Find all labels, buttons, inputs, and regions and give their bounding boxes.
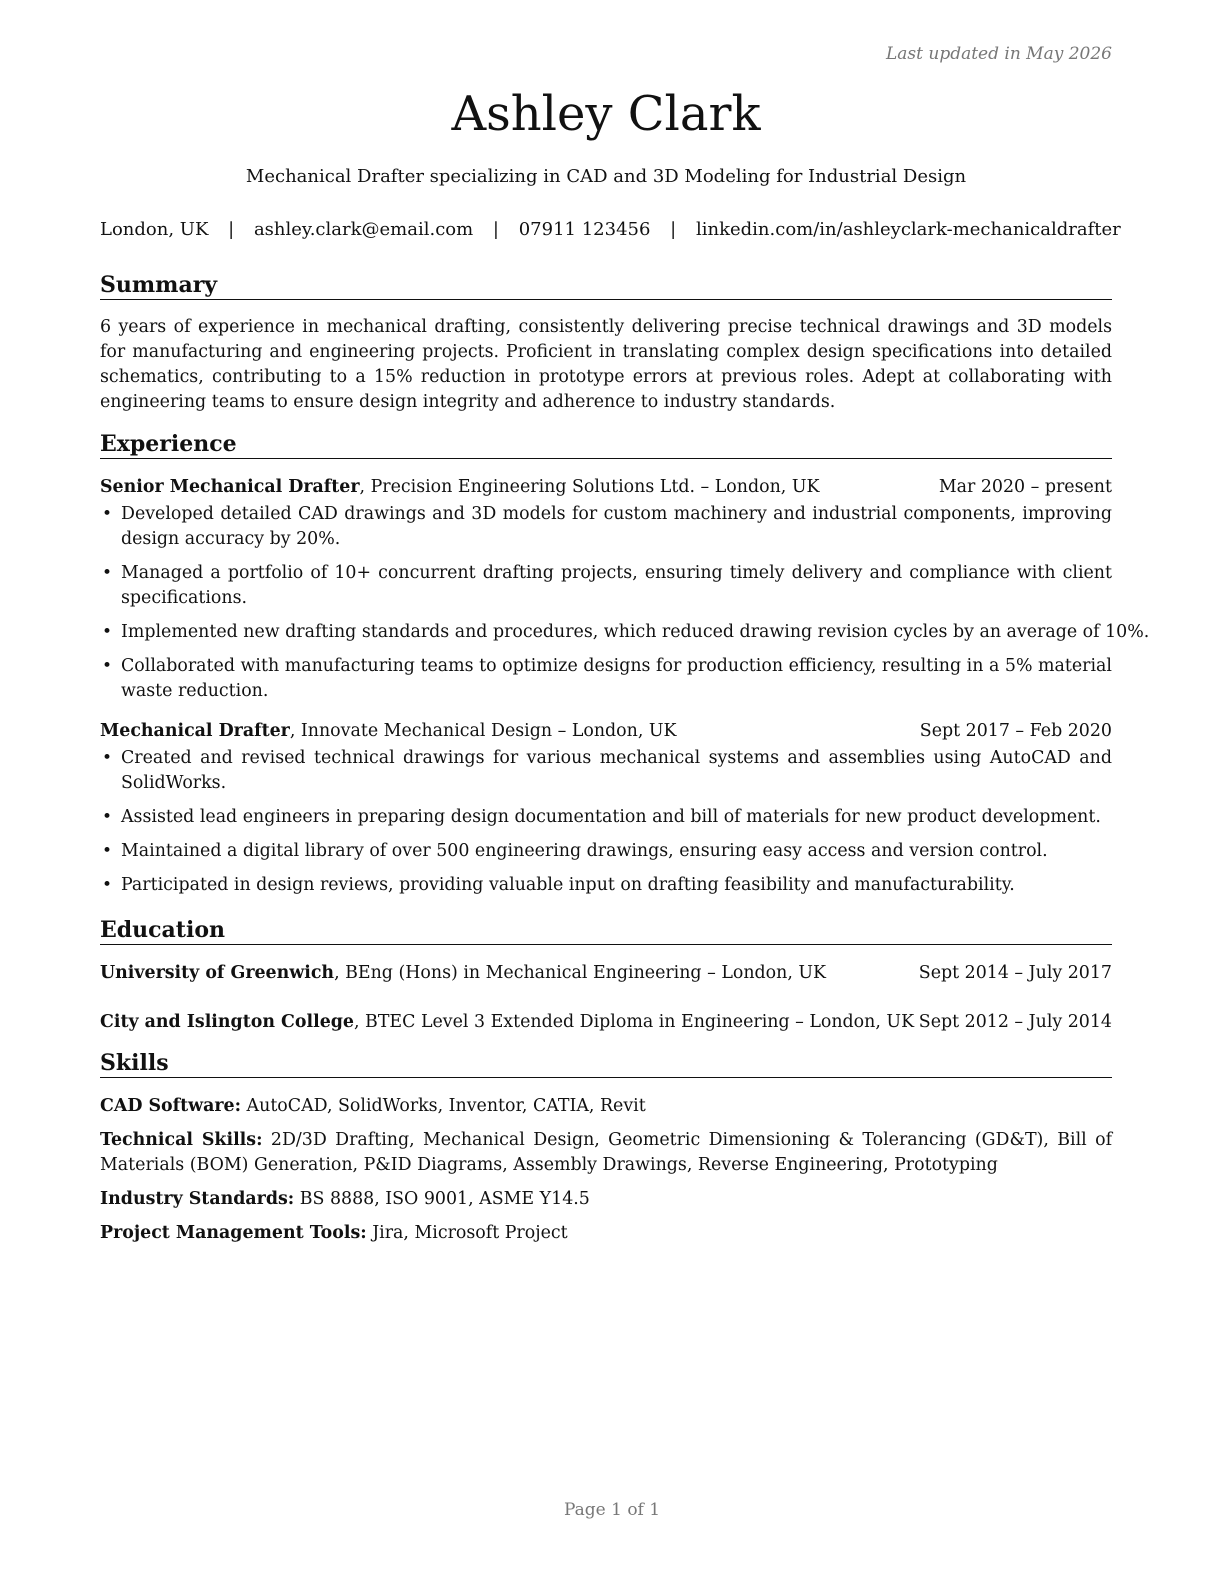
skill-value: Jira, Microsoft Project bbox=[366, 1223, 568, 1243]
contact-separator: | bbox=[228, 219, 235, 240]
job-bullet: • Implemented new drafting standards and procedures, which reduced drawing revision cycles by an average of 10%. bbox=[100, 620, 1112, 645]
job-bullet: • Managed a portfolio of 10+ concurrent drafting projects, ensuring timely delivery and compliance with client specifications. bbox=[100, 561, 1112, 611]
education-entry bbox=[100, 961, 1112, 986]
education-school: City and Islington College bbox=[100, 1012, 354, 1032]
skill-label: Project Management Tools: bbox=[100, 1223, 367, 1243]
job-bullet: • Participated in design reviews, providing valuable input on drafting feasibility and manufacturability. bbox=[100, 873, 1112, 898]
job-bullets bbox=[100, 502, 1150, 704]
job-dates: Sept 2017 – Feb 2020 bbox=[919, 721, 1112, 741]
candidate-name: Ashley Clark bbox=[451, 86, 761, 142]
contact-email[interactable]: ashley.clark@email.com bbox=[253, 219, 474, 240]
skill-label: Industry Standards: bbox=[100, 1189, 295, 1209]
education-detail: , BTEC Level 3 Extended Diploma in Engineering – London, UK bbox=[353, 1012, 915, 1032]
contact-location: London, UK bbox=[100, 219, 209, 240]
resume-page bbox=[100, 0, 1150, 1584]
contact-separator: | bbox=[670, 219, 677, 240]
education-school: University of Greenwich bbox=[100, 963, 335, 983]
skills-list bbox=[100, 1094, 1112, 1246]
job-bullet: • Collaborated with manufacturing teams to optimize designs for production efficiency, resulting in a 5% material waste reduction. bbox=[100, 654, 1112, 704]
job-company: , Innovate Mechanical Design – London, UK bbox=[289, 721, 677, 741]
job-bullet: • Created and revised technical drawings for various mechanical systems and assemblies using AutoCAD and SolidWorks. bbox=[100, 746, 1112, 796]
skill-row bbox=[100, 1187, 1112, 1212]
skill-row bbox=[100, 1221, 1112, 1246]
skill-row bbox=[100, 1128, 1112, 1178]
education-dates: Sept 2012 – July 2014 bbox=[918, 1012, 1112, 1032]
job-bullet: • Assisted lead engineers in preparing design documentation and bill of materials for new product development. bbox=[100, 805, 1112, 830]
skill-label: Technical Skills: bbox=[100, 1130, 263, 1150]
skill-label: CAD Software: bbox=[100, 1096, 242, 1116]
contact-phone[interactable]: 07911 123456 bbox=[518, 219, 651, 240]
job-header bbox=[100, 475, 1112, 500]
contact-separator: | bbox=[492, 219, 499, 240]
job-company: , Precision Engineering Solutions Ltd. – London, UK bbox=[359, 477, 820, 497]
summary-section bbox=[100, 272, 1112, 415]
contact-linkedin[interactable]: linkedin.com/in/ashleyclark-mechanicaldrafter bbox=[695, 219, 1121, 240]
education-dates: Sept 2014 – July 2017 bbox=[918, 963, 1112, 983]
job-bullet: • Developed detailed CAD drawings and 3D models for custom machinery and industrial components, improving design accuracy by 20%. bbox=[100, 502, 1112, 552]
job-role: Mechanical Drafter bbox=[100, 721, 290, 741]
skills-heading: Skills bbox=[100, 1050, 1112, 1078]
summary-heading: Summary bbox=[100, 272, 1112, 300]
education-heading: Education bbox=[100, 917, 1112, 945]
education-detail: , BEng (Hons) in Mechanical Engineering – London, UK bbox=[334, 963, 827, 983]
page-number: Page 1 of 1 bbox=[563, 1500, 661, 1520]
summary-text: 6 years of experience in mechanical drafting, consistently delivering precise technical drawings and 3D models for manufacturing and engineering projects. Proficient in translating complex design specifications into detailed schematics, contributing to a 15% reduction in prototype errors at previous roles. Adept at collaborating with engineering teams to ensure design integrity and adherence to industry standards. bbox=[100, 317, 1112, 412]
experience-section bbox=[100, 431, 1150, 907]
experience-heading: Experience bbox=[100, 431, 1112, 459]
education-entry bbox=[100, 1010, 1112, 1035]
job-bullet: • Maintained a digital library of over 500 engineering drawings, ensuring easy access and version control. bbox=[100, 839, 1112, 864]
job-dates: Mar 2020 – present bbox=[938, 477, 1112, 497]
skill-row bbox=[100, 1094, 1112, 1119]
skill-value: AutoCAD, SolidWorks, Inventor, CATIA, Revit bbox=[241, 1096, 646, 1116]
last-updated-note: Last updated in May 2026 bbox=[885, 44, 1112, 64]
skill-value: BS 8888, ISO 9001, ASME Y14.5 bbox=[294, 1189, 590, 1209]
job-bullets bbox=[100, 746, 1112, 898]
candidate-tagline: Mechanical Drafter specializing in CAD and 3D Modeling for Industrial Design bbox=[245, 166, 967, 187]
education-section bbox=[100, 917, 1112, 1035]
job-role: Senior Mechanical Drafter bbox=[100, 477, 360, 497]
job-header bbox=[100, 719, 1112, 744]
job-entry bbox=[100, 719, 1112, 898]
skills-section bbox=[100, 1050, 1112, 1255]
job-entry bbox=[100, 475, 1150, 704]
skill-value: 2D/3D Drafting, Mechanical Design, Geometric Dimensioning & Tolerancing (GD&T), Bill of Materials (BOM) Generation, P&ID Diagrams, Assembly Drawings, Reverse Engineering, Prototyping bbox=[100, 1130, 1113, 1175]
contact-line bbox=[100, 219, 1121, 240]
